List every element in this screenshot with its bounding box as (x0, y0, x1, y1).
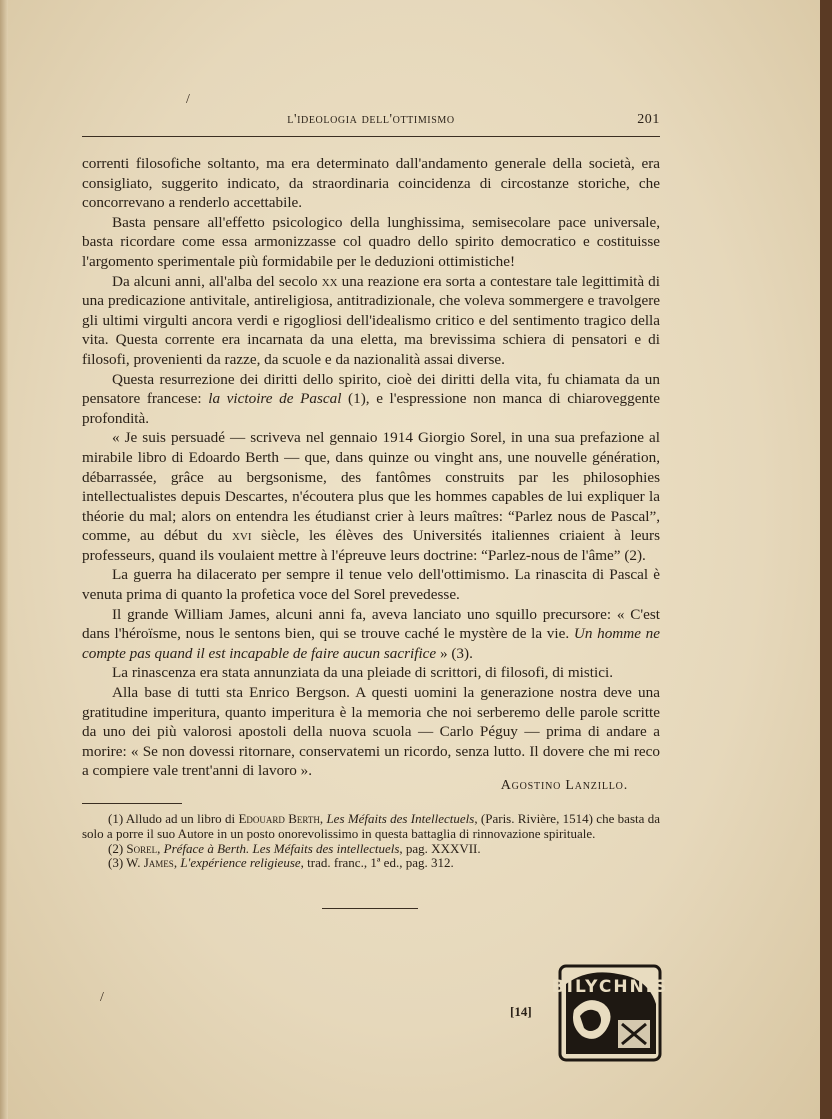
running-title: l'ideologia dell'ottimismo (287, 112, 455, 127)
running-header (82, 112, 660, 136)
paragraph: Questa resurrezione dei diritti dello spirito, cioè dei diritti della vita, fu chiamata da un pensatore francese: la victoire de Pascal (1), e l'espressione non manca di chiaroveggente profondità. (82, 370, 660, 427)
page-gutter (0, 0, 8, 1119)
footnote-title: Préface à Berth. Les Méfaits des intellectuels (163, 840, 400, 856)
footnote-title: L'expérience religieuse (180, 855, 301, 871)
header-rule (82, 136, 660, 137)
footnote-author: Edouard Berth (238, 811, 320, 826)
page-number: 201 (637, 112, 660, 127)
stamp-text: BILYCHNIS (551, 977, 669, 997)
paragraph: Alla base di tutti sta Enrico Bergson. A questi uomini la generazione nostra deve una gratitudine imperitura, quanto imperitura è la memoria che noi serberemo delle parole scritte da uno dei più valorosi apostoli della nuova scuola — Carlo Péguy — prima di andare a morire: « Se non dovessi ritornare, conservatemi un ricordo, senza lutto. Il dovere che mi reco a compiere vale trent'anni di lavoro ». (82, 684, 660, 780)
footnotes (82, 812, 660, 871)
pencil-mark: / (186, 92, 190, 107)
bookplate-stamp-icon (551, 964, 669, 1062)
italic-phrase: la victoire de Pascal (208, 390, 342, 408)
pencil-mark: / (100, 990, 104, 1005)
footnote-rule (82, 803, 182, 804)
paragraph: Basta pensare all'effetto psicologico della lunghissima, semisecolare pace universale, basta ricordare come essa armonizzasse col quadro dello spirito democratico e costituisse l'argomento sperimentale più formidabile per le deduzioni ottimistiche! (82, 213, 660, 270)
paragraph: correnti filosofiche soltanto, ma era determinato dall'andamento generale della società, era consigliato, suggerito indicato, da straordinaria coincidenza di circostanze storiche, che concorrevano a renderlo accettabile. (82, 155, 660, 212)
end-rule (322, 908, 418, 909)
paragraph: La guerra ha dilacerato per sempre il tenue velo dell'ottimismo. La rinascita di Pascal è venuta prima di quanto la profetica voce del Sorel prevedesse. (82, 566, 660, 604)
italic-quote: Un homme ne compte pas quand il est incapable de faire aucun sacrifice (82, 625, 660, 662)
footnote-title: Les Méfaits des Intellectuels (326, 811, 475, 826)
main-text (82, 154, 660, 781)
paragraph: Il grande William James, alcuni anni fa, aveva lanciato uno squillo precursore: « C'est dans l'héroïsme, nous le sentons bien, qui se trouve caché le mystère de la vie. Un homme ne compte pas quand il est incapable de faire aucun sacrifice » (3). (82, 605, 660, 662)
paragraph: « Je suis persuadé — scriveva nel gennaio 1914 Giorgio Sorel, in una sua prefazione al mirabile libro di Edoardo Berth — que, dans quinze ou vinght ans, une nouvelle génération, débarrassée, grâce au bergsonisme, des fantômes construits par les philosophies intellectualistes depuis Descartes, n'écoutera plus que les hommes capables de lui expliquer la théorie du mal; alors on entendra les étudianst crier à leurs maîtres: “Parlez nous de Pascal”, comme, au début du xvi siècle, les élèves des Universités italiennes criaient à leurs professeurs, quand ils voulaient mettre à l'épreuve leurs doctrine: “Parlez-nous de l'âme” (2). (82, 429, 660, 564)
footnote: (3) W. James, L'expérience religieuse, trad. franc., 1ª ed., pag. 312. (108, 855, 454, 871)
footnote: (2) Sorel, Préface à Berth. Les Méfaits des intellectuels, pag. XXXVII. (108, 840, 481, 856)
footnote-author: Sorel (126, 840, 158, 856)
paragraph: Da alcuni anni, all'alba del secolo xx una reazione era sorta a contestare tale legittimità di una predicazione antivitale, antireligiosa, antitradizionale, che voleva sommergere e travolgere gli ultimi virgulti ancora verdi e rigogliosi dell'idealismo critico e del sentimento tragico della vita. Questa corrente era incarnata da una eletta, ma brevissima schiera di pensatori e di filosofi, provenienti da razze, da scuole e da nazionalità assai diverse. (82, 272, 660, 368)
century-numeral: xx (321, 272, 338, 290)
footnote-author: James (143, 855, 174, 871)
author-signature: Agostino Lanzillo. (500, 778, 628, 793)
paragraph: La rinascenza era stata annunziata da una pleiade di scrittori, di filosofi, di mistici. (112, 664, 614, 682)
century-numeral: xvi (231, 527, 252, 545)
folio-number: [14] (510, 1004, 532, 1019)
footnote: (1) Alludo ad un libro di Edouard Berth, Les Méfaits des Intellectuels, (Paris. Rivière, 1514) che basta da solo a porre il suo Autore in un posto onorevolissimo in questa battaglia di rinnovazione spirituale. (82, 811, 660, 841)
